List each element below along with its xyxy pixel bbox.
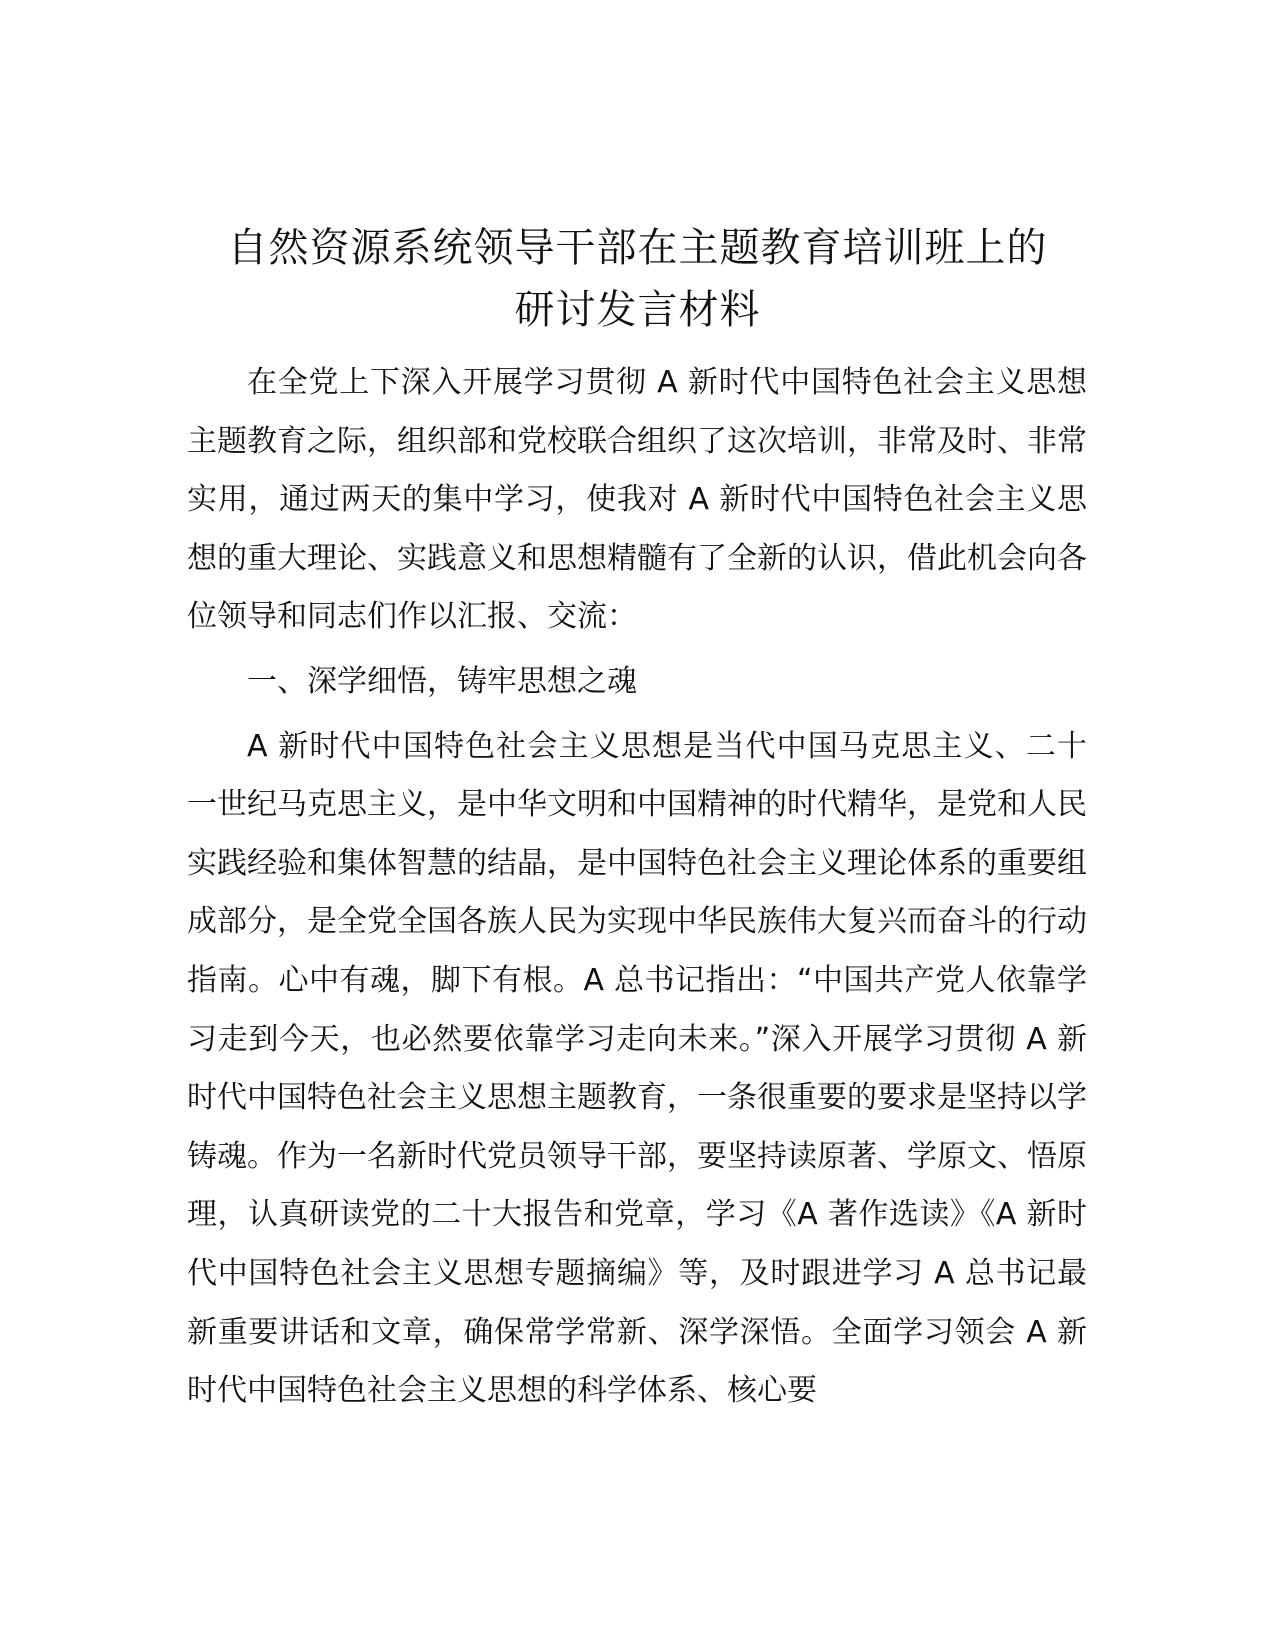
- paragraph-intro: 在全党上下深入开展学习贯彻 A 新时代中国特色社会主义思想主题教育之际，组织部和党校联合组织了这次培训，非常及时、非常实用，通过两天的集中学习，使我对 A 新时代中国特色社会主义思想的重大理论、实践意义和思想精髓有了全新的认识，借此机会向各位领导和同志们作以汇报、交流：: [187, 365, 1087, 635]
- paragraph-section-1: A 新时代中国特色社会主义思想是当代中国马克思主义、二十一世纪马克思主义，是中华文明和中国精神的时代精华，是党和人民实践经验和集体智慧的结晶，是中国特色社会主义理论体系的重要组成部分，是全党全国各族人民为实现中华民族伟大复兴而奋斗的行动指南。心中有魂，脚下有根。A 总书记指出：“中国共产党人依靠学习走到今天，也必然要依靠学习走向未来。”深入开展学习贯彻 A 新时代中国特色社会主义思想主题教育，一条很重要的要求是坚持以学铸魂。作为一名新时代党员领导干部，要坚持读原著、学原文、悟原理，认真研读党的二十大报告和党章，学习《A 著作选读》《A 新时代中国特色社会主义思想专题摘编》等，及时跟进学习 A 总书记最新重要讲话和文章，确保常学常新、深学深悟。全面学习领会 A 新时代中国特色社会主义思想的科学体系、核心要: [187, 728, 1087, 1409]
- section-heading-1: 一、深学细悟，铸牢思想之魂: [247, 663, 637, 699]
- document-body: [187, 354, 1087, 1421]
- title-line-1: 自然资源系统领导干部在主题教育培训班上的: [227, 225, 1048, 271]
- document-title: [150, 217, 1125, 341]
- title-line-2: 研讨发言材料: [514, 287, 761, 333]
